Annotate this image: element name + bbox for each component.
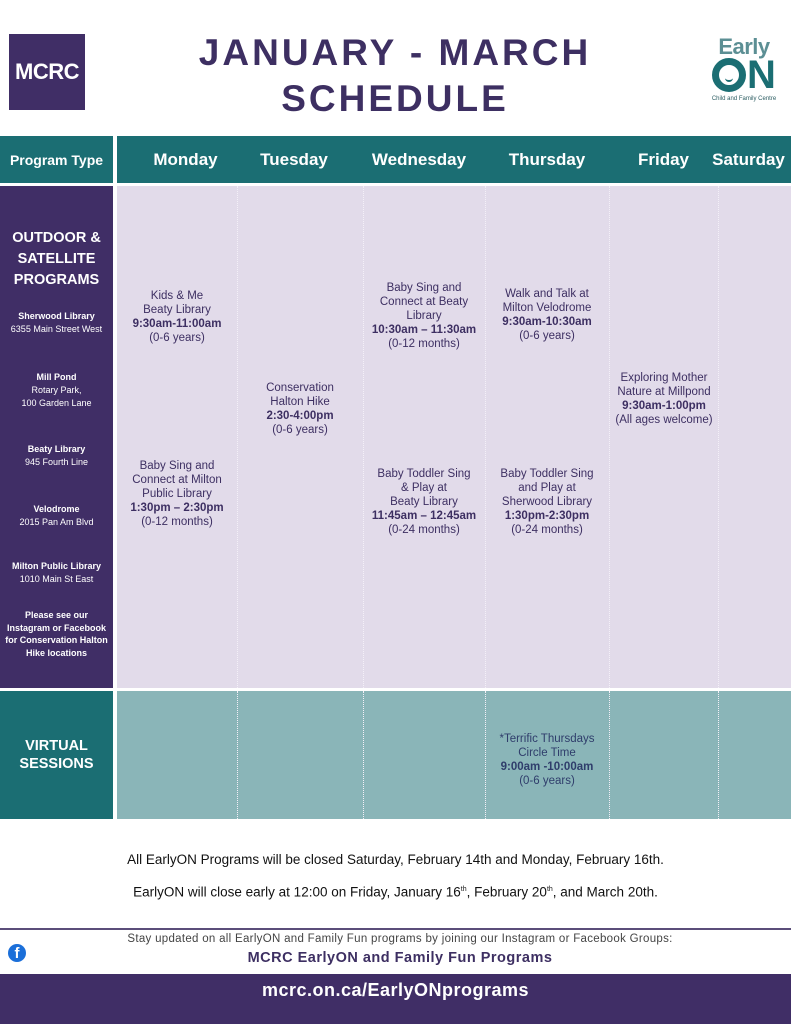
- earlyon-logo: Early N Child and Family Centre: [711, 34, 777, 102]
- website-link[interactable]: mcrc.on.ca/EarlyONprograms: [261, 980, 530, 1000]
- event-conservation-hike: Conservation Halton Hike 2:30-4:00pm (0-6 years): [266, 382, 334, 436]
- event-baby-toddler-beaty: Baby Toddler Sing & Play at Beaty Library 11:45am – 12:45am (0-24 months): [371, 468, 477, 536]
- column-divider: [237, 691, 238, 819]
- smiley-face-icon: [712, 58, 746, 92]
- column-divider: [718, 691, 719, 819]
- location-milton-library: Milton Public Library 1010 Main St East: [11, 561, 101, 584]
- event-kids-and-me: Kids & Me Beaty Library 9:30am-11:00am (0-6 years): [132, 290, 222, 344]
- table-header-row: [0, 136, 791, 183]
- event-baby-sing-beaty: Baby Sing and Connect at Beaty Library 10:30am – 11:30am (0-12 months): [371, 282, 477, 350]
- event-terrific-thursdays: *Terrific Thursdays Circle Time 9:00am -10:00am (0-6 years): [499, 733, 595, 787]
- notice-closed-dates: All EarlyON Programs will be closed Saturday, February 14th and Monday, February 16th.: [127, 852, 664, 867]
- notice-early-close: EarlyON will close early at 12:00 on Friday, January 16th, February 20th, and March 20th.: [133, 884, 658, 900]
- social-group-name: MCRC EarlyON and Family Fun Programs: [247, 950, 553, 966]
- facebook-icon[interactable]: f: [8, 944, 26, 962]
- column-divider: [718, 186, 719, 688]
- event-baby-sing-milton: Baby Sing and Connect at Milton Public Library 1:30pm – 2:30pm (0-12 months): [130, 460, 224, 528]
- hike-location-note: Please see our Instagram or Facebook for Conservation Halton Hike locations: [5, 610, 108, 658]
- day-header-thursday: Thursday: [508, 149, 586, 169]
- day-header-monday: Monday: [153, 149, 218, 169]
- title-line-1: JANUARY - MARCH: [198, 32, 592, 73]
- column-divider: [485, 186, 486, 688]
- page-header: [0, 0, 791, 136]
- footer: [0, 974, 791, 1024]
- outdoor-schedule-grid: [117, 186, 791, 688]
- mcrc-logo: MCRC: [9, 34, 85, 110]
- location-mill-pond: Mill Pond Rotary Park, 100 Garden Lane: [21, 372, 92, 408]
- day-header-friday: Friday: [637, 149, 690, 169]
- location-velodrome: Velodrome 2015 Pan Am Blvd: [19, 504, 94, 527]
- program-type-header: Program Type: [0, 136, 113, 183]
- column-divider: [363, 186, 364, 688]
- column-divider: [609, 691, 610, 819]
- day-header-tuesday: Tuesday: [260, 149, 328, 169]
- title-line-2: SCHEDULE: [281, 78, 509, 119]
- virtual-schedule-grid: [117, 691, 791, 819]
- event-baby-toddler-sherwood: Baby Toddler Sing and Play at Sherwood Library 1:30pm-2:30pm (0-24 months): [500, 468, 594, 536]
- event-walk-and-talk: Walk and Talk at Milton Velodrome 9:30am-10:30am (0-6 years): [502, 288, 592, 342]
- column-divider: [237, 186, 238, 688]
- event-exploring-mother-nature: Exploring Mother Nature at Millpond 9:30am-1:00pm (All ages welcome): [615, 372, 713, 426]
- virtual-sessions-label: VIRTUAL SESSIONS: [0, 691, 113, 819]
- day-header-wednesday: Wednesday: [371, 149, 467, 169]
- column-divider: [609, 186, 610, 688]
- social-invite-text: Stay updated on all EarlyON and Family Fun programs by joining our Instagram or Facebook Groups:: [127, 933, 673, 945]
- outdoor-title: OUTDOOR & SATELLITE PROGRAMS: [12, 230, 101, 288]
- page-title: [150, 30, 640, 122]
- social-banner: [0, 930, 791, 974]
- day-header-saturday: Saturday: [712, 149, 785, 169]
- column-divider: [363, 691, 364, 819]
- day-headers: [117, 136, 791, 183]
- location-beaty: Beaty Library 945 Fourth Line: [24, 444, 89, 467]
- location-sherwood: Sherwood Library 6355 Main Street West: [10, 311, 103, 334]
- closure-notices: [0, 845, 791, 908]
- outdoor-programs-label: [0, 186, 113, 688]
